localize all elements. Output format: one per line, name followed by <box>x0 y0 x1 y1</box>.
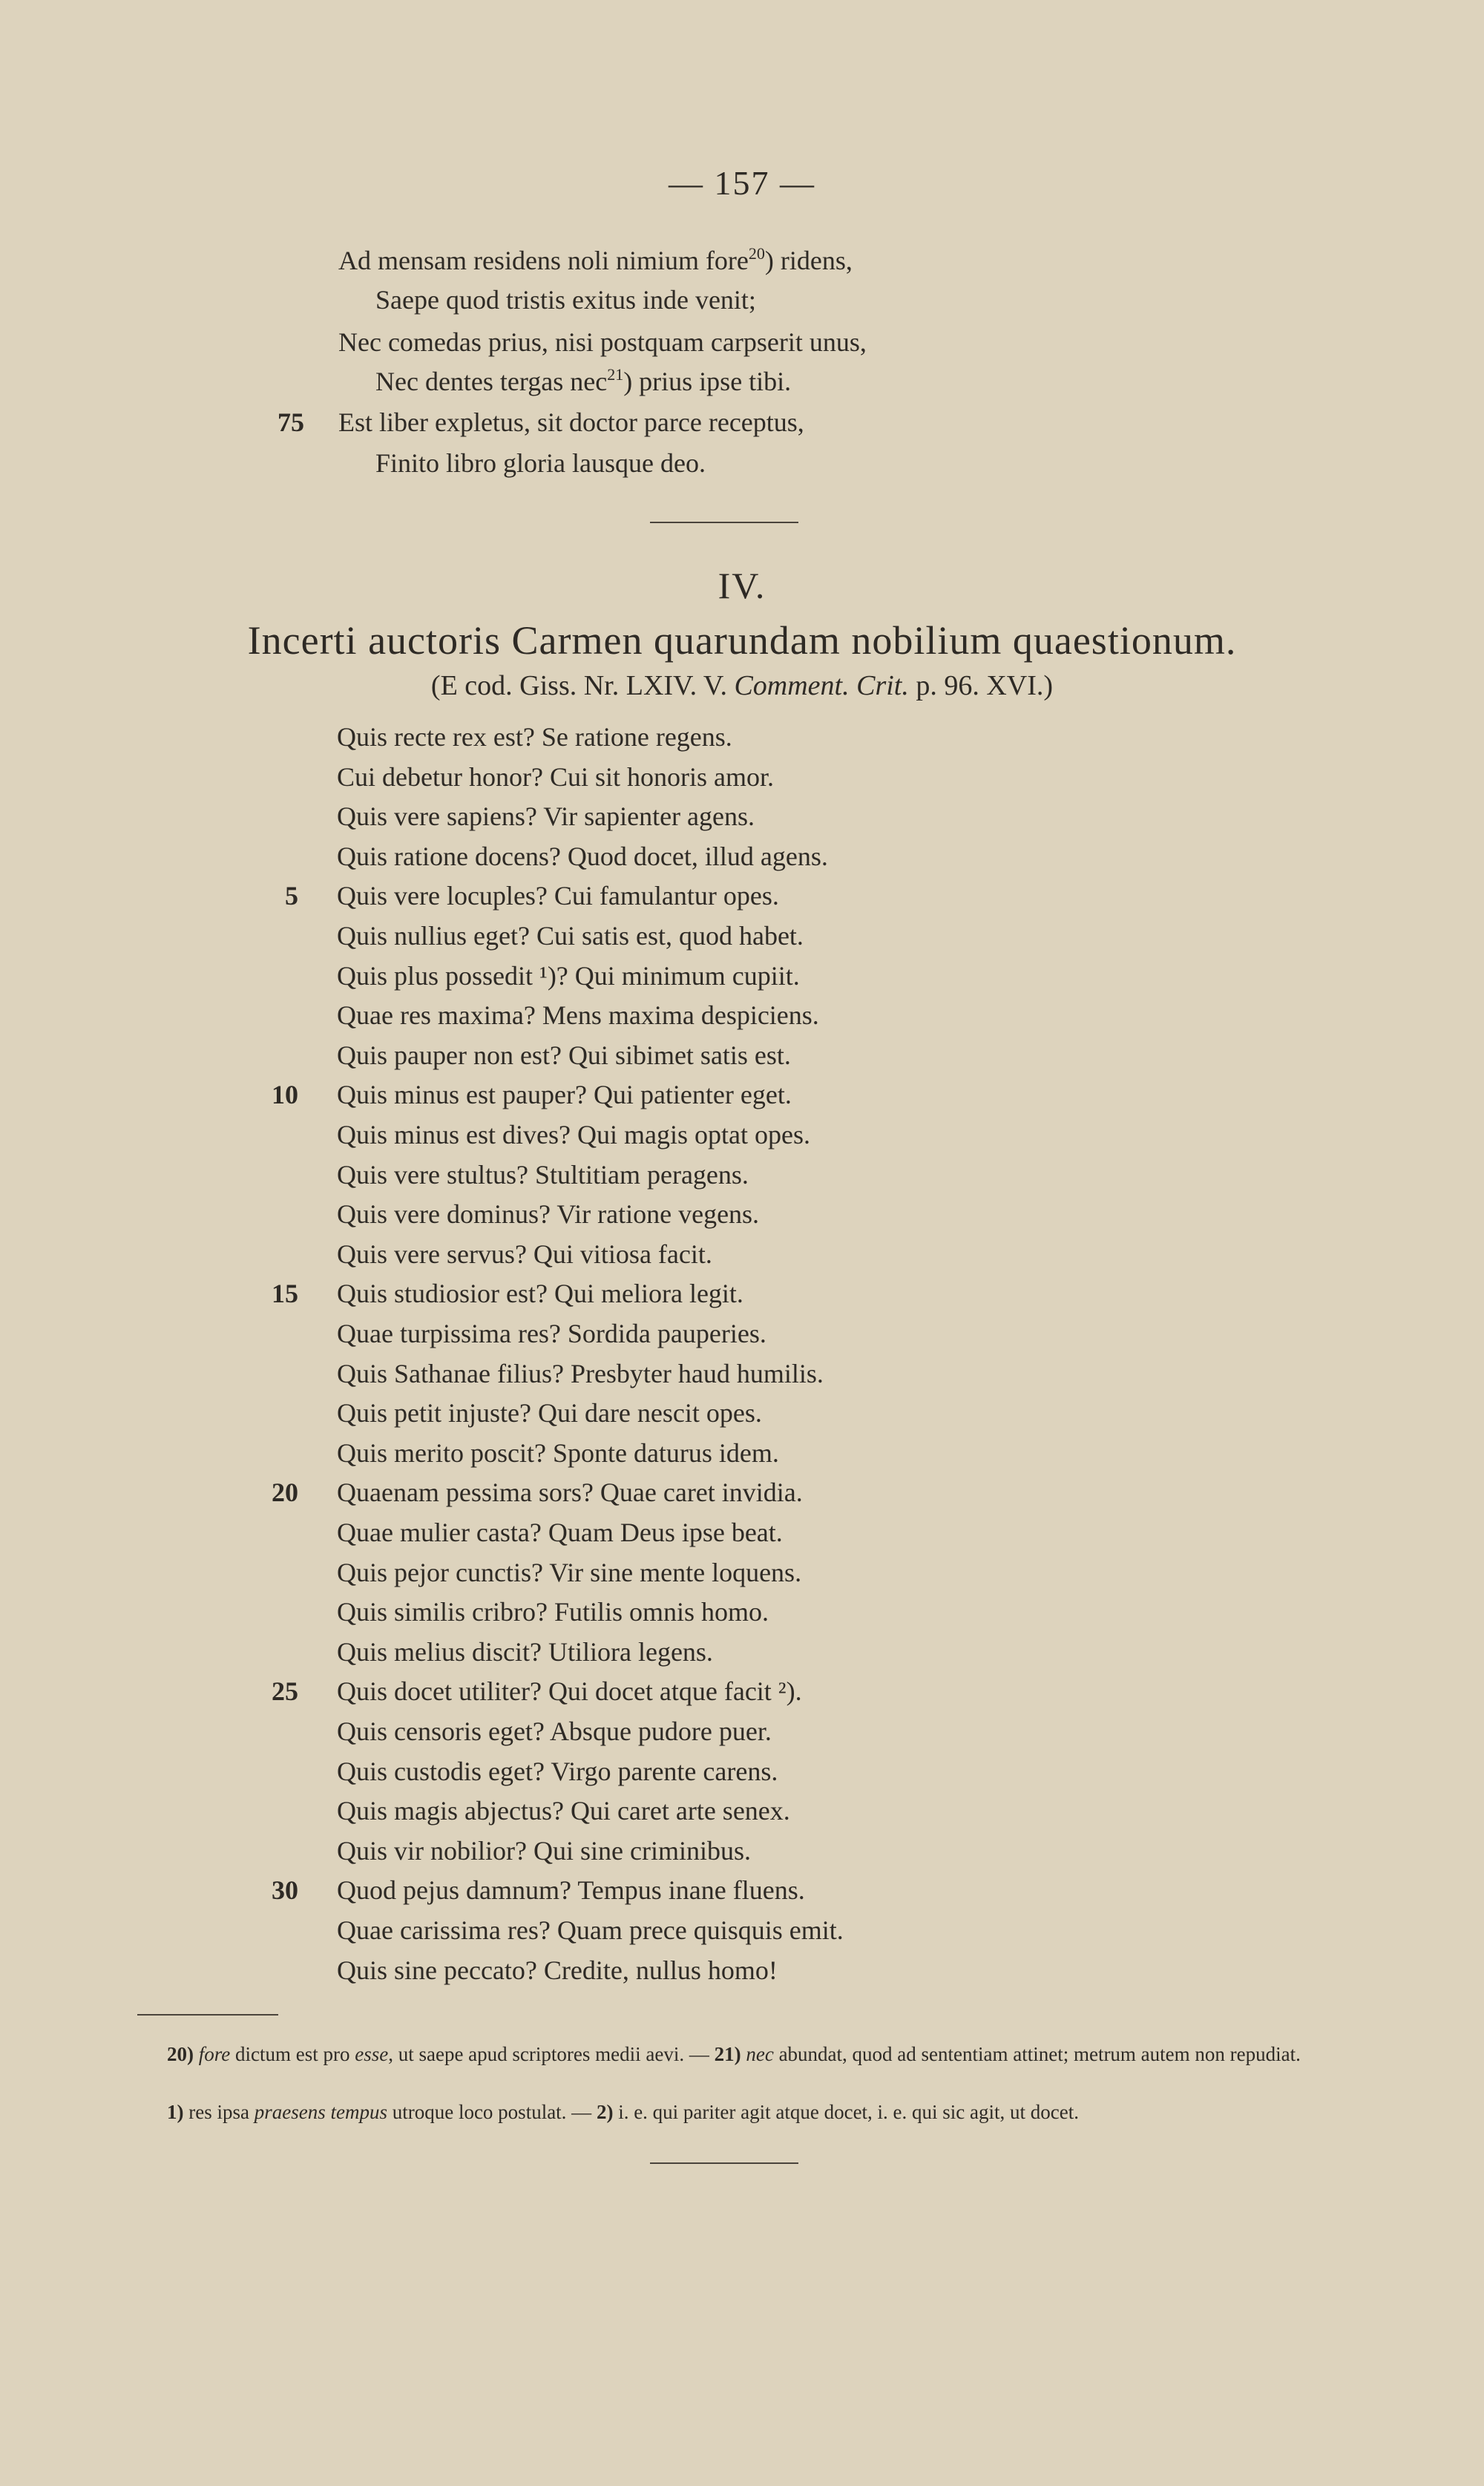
question-text: Quis docet utiliter? <box>337 1676 542 1706</box>
question-line <box>337 1119 810 1150</box>
question-text: Quis nullius eget? <box>337 921 530 951</box>
answer-text: Cui satis est, quod habet. <box>536 921 804 951</box>
poem-line-text: Finito libro gloria lausque deo. <box>375 448 706 478</box>
section-source <box>0 669 1484 702</box>
answer-text: Quam prece quisquis emit. <box>556 1915 844 1945</box>
question-line <box>337 1198 759 1230</box>
fn20-c: esse <box>355 2043 389 2065</box>
answer-text: Qui sibimet satis est. <box>568 1040 791 1070</box>
question-text: Quis studiosior est? <box>337 1279 548 1308</box>
question-line <box>337 880 779 911</box>
answer-text: Qui magis optat opes. <box>577 1120 810 1149</box>
fn20-a: fore <box>198 2043 231 2065</box>
page-number: — 157 — <box>669 164 815 202</box>
question-text: Quod pejus damnum? <box>337 1875 571 1905</box>
line-number: 15 <box>272 1279 298 1308</box>
question-line <box>337 1756 778 1787</box>
section-title: Incerti auctoris Carmen quarundam nobilium quaestionum. <box>247 618 1237 663</box>
answer-text: Utiliora legens. <box>548 1637 713 1667</box>
question-line <box>337 920 804 951</box>
question-line <box>337 1835 751 1866</box>
answer-text: Vir ratione vegens. <box>556 1199 760 1229</box>
question-text: Quis vere locuples? <box>337 881 548 911</box>
fn21-a: nec <box>746 2043 774 2065</box>
question-text: Quis custodis eget? <box>337 1757 545 1786</box>
poem-line-tail: ) ridens, <box>764 246 853 275</box>
source-italic: Comment. Crit. <box>734 670 909 701</box>
answer-text: Presbyter haud humilis. <box>570 1359 824 1388</box>
answer-text: Sponte daturus idem. <box>552 1438 779 1468</box>
answer-text: Quam Deus ipse beat. <box>548 1518 783 1547</box>
answer-text: Qui vitiosa facit. <box>533 1239 712 1269</box>
poem-line <box>338 407 804 438</box>
fn20-mark: 20) <box>167 2043 194 2065</box>
footnote-ref: 20 <box>748 244 765 263</box>
poem-line-text: Est liber expletus, sit doctor parce receptus, <box>338 407 804 437</box>
question-line <box>337 1079 792 1110</box>
footnote-ref: 21 <box>607 365 624 384</box>
fn1-a: res ipsa <box>188 2101 249 2123</box>
fn21-b: abundat, quod ad sententiam attinet; metrum autem non repudiat. <box>778 2043 1301 2065</box>
question-line <box>337 1239 712 1270</box>
question-text: Quis Sathanae filius? <box>337 1359 564 1388</box>
question-text: Quis vere servus? <box>337 1239 527 1269</box>
question-text: Quis vir nobilior? <box>337 1836 527 1866</box>
answer-text: Vir sapienter agens. <box>543 801 755 831</box>
question-text: Quis petit injuste? <box>337 1398 531 1428</box>
answer-text: Quod docet, illud agens. <box>567 842 828 871</box>
fn20-d: , ut saepe apud scriptores medii aevi. — <box>388 2043 709 2065</box>
question-text: Quaenam pessima sors? <box>337 1478 594 1507</box>
fn1-c: utroque loco postulat. — <box>392 2101 592 2123</box>
answer-text: Cui sit honoris amor. <box>549 762 774 792</box>
question-line <box>337 1358 824 1389</box>
question-line <box>337 801 755 832</box>
question-line <box>337 1517 783 1548</box>
line-number: 5 <box>285 881 298 911</box>
question-text: Quis vere stultus? <box>337 1160 528 1190</box>
question-text: Quis merito poscit? <box>337 1438 546 1468</box>
answer-text: Credite, nullus homo! <box>543 1955 778 1985</box>
question-line <box>337 1636 713 1667</box>
answer-text: Absque pudore puer. <box>549 1716 772 1746</box>
question-line <box>337 1915 844 1946</box>
poem-line <box>375 447 706 479</box>
question-line <box>337 960 800 991</box>
question-text: Quis censoris eget? <box>337 1716 545 1746</box>
question-line <box>337 1795 790 1826</box>
poem-line-tail: ) prius ipse tibi. <box>623 367 792 396</box>
answer-text: Qui dare nescit opes. <box>537 1398 762 1428</box>
answer-text: Stultitiam peragens. <box>534 1160 749 1190</box>
question-line <box>337 1318 766 1349</box>
answer-text: Tempus inane fluens. <box>577 1875 805 1905</box>
question-text: Quis minus est pauper? <box>337 1080 587 1109</box>
question-line <box>337 1477 803 1508</box>
question-text: Quae res maxima? <box>337 1000 536 1030</box>
poem-line-text: Ad mensam residens noli nimium fore <box>338 246 749 275</box>
fn2-a: i. e. qui pariter agit atque docet, i. e. qui sic agit, ut docet. <box>618 2101 1079 2123</box>
fn1-mark: 1) <box>167 2101 184 2123</box>
poem-line-text: Saepe quod tristis exitus inde venit; <box>375 285 756 315</box>
poem-line <box>338 245 853 276</box>
question-text: Quis magis abjectus? <box>337 1796 564 1826</box>
question-line <box>337 1716 772 1747</box>
source-suffix: p. 96. XVI.) <box>916 670 1054 701</box>
footnote-rule <box>137 2014 278 2016</box>
question-text: Quis ratione docens? <box>337 842 561 871</box>
section-divider <box>650 522 798 523</box>
question-line <box>337 1557 801 1588</box>
answer-text: Qui sine criminibus. <box>533 1836 751 1866</box>
poem-line <box>338 327 867 358</box>
answer-text: Virgo parente carens. <box>551 1757 778 1786</box>
line-number: 10 <box>272 1080 298 1109</box>
question-line <box>337 1397 762 1429</box>
answer-text: Qui minimum cupiit. <box>574 961 800 991</box>
footnote-1-2 <box>137 2100 1347 2124</box>
question-text: Quis vere sapiens? <box>337 801 537 831</box>
answer-text: Qui caret arte senex. <box>570 1796 790 1826</box>
question-line <box>337 761 774 793</box>
fn1-b: praesens tempus <box>254 2101 387 2123</box>
line-number: 20 <box>272 1478 298 1507</box>
question-text: Quis plus possedit ¹)? <box>337 961 568 991</box>
question-line <box>337 1040 791 1071</box>
source-prefix: (E cod. Giss. Nr. LXIV. V. <box>430 670 727 701</box>
answer-text: Se ratione regens. <box>541 722 732 752</box>
line-number: 25 <box>272 1676 298 1706</box>
question-text: Quis pauper non est? <box>337 1040 562 1070</box>
fn20-b: dictum est pro <box>235 2043 350 2065</box>
fn21-mark: 21) <box>714 2043 741 2065</box>
question-line <box>337 1000 819 1031</box>
answer-text: Sordida pauperies. <box>567 1319 766 1348</box>
answer-text: Quae caret invidia. <box>600 1478 803 1507</box>
poem-line-text: Nec comedas prius, nisi postquam carpserit unus, <box>338 327 867 357</box>
question-text: Quis vere dominus? <box>337 1199 551 1229</box>
question-line <box>337 1437 779 1469</box>
question-text: Quae carissima res? <box>337 1915 551 1945</box>
section-numeral: IV. <box>718 565 766 606</box>
answer-text: Mens maxima despiciens. <box>542 1000 819 1030</box>
question-text: Quis minus est dives? <box>337 1120 571 1149</box>
question-line <box>337 721 732 752</box>
question-text: Quis similis cribro? <box>337 1597 548 1627</box>
line-number: 30 <box>272 1875 298 1905</box>
question-text: Quae turpissima res? <box>337 1319 561 1348</box>
answer-text: Qui docet atque facit ²). <box>548 1676 802 1706</box>
question-text: Cui debetur honor? <box>337 762 543 792</box>
question-line <box>337 841 828 872</box>
footnote-20-21 <box>137 2042 1347 2066</box>
question-text: Quis sine peccato? <box>337 1955 537 1985</box>
answer-text: Cui famulantur opes. <box>554 881 779 911</box>
answer-text: Qui meliora legit. <box>554 1279 743 1308</box>
question-text: Quis pejor cunctis? <box>337 1558 543 1587</box>
line-number: 75 <box>278 407 304 437</box>
fn2-mark: 2) <box>596 2101 614 2123</box>
question-text: Quis melius discit? <box>337 1637 542 1667</box>
poem-line <box>375 284 756 315</box>
question-line <box>337 1875 805 1906</box>
question-line <box>337 1278 743 1309</box>
answer-text: Qui patienter eget. <box>593 1080 792 1109</box>
poem-line <box>375 366 791 397</box>
question-line <box>337 1676 802 1707</box>
question-line <box>337 1159 749 1190</box>
question-line <box>337 1955 778 1986</box>
bottom-rule <box>650 2162 798 2164</box>
question-line <box>337 1596 769 1627</box>
question-text: Quis recte rex est? <box>337 722 535 752</box>
answer-text: Futilis omnis homo. <box>554 1597 769 1627</box>
question-text: Quae mulier casta? <box>337 1518 542 1547</box>
answer-text: Vir sine mente loquens. <box>549 1558 802 1587</box>
poem-line-text: Nec dentes tergas nec <box>375 367 608 396</box>
